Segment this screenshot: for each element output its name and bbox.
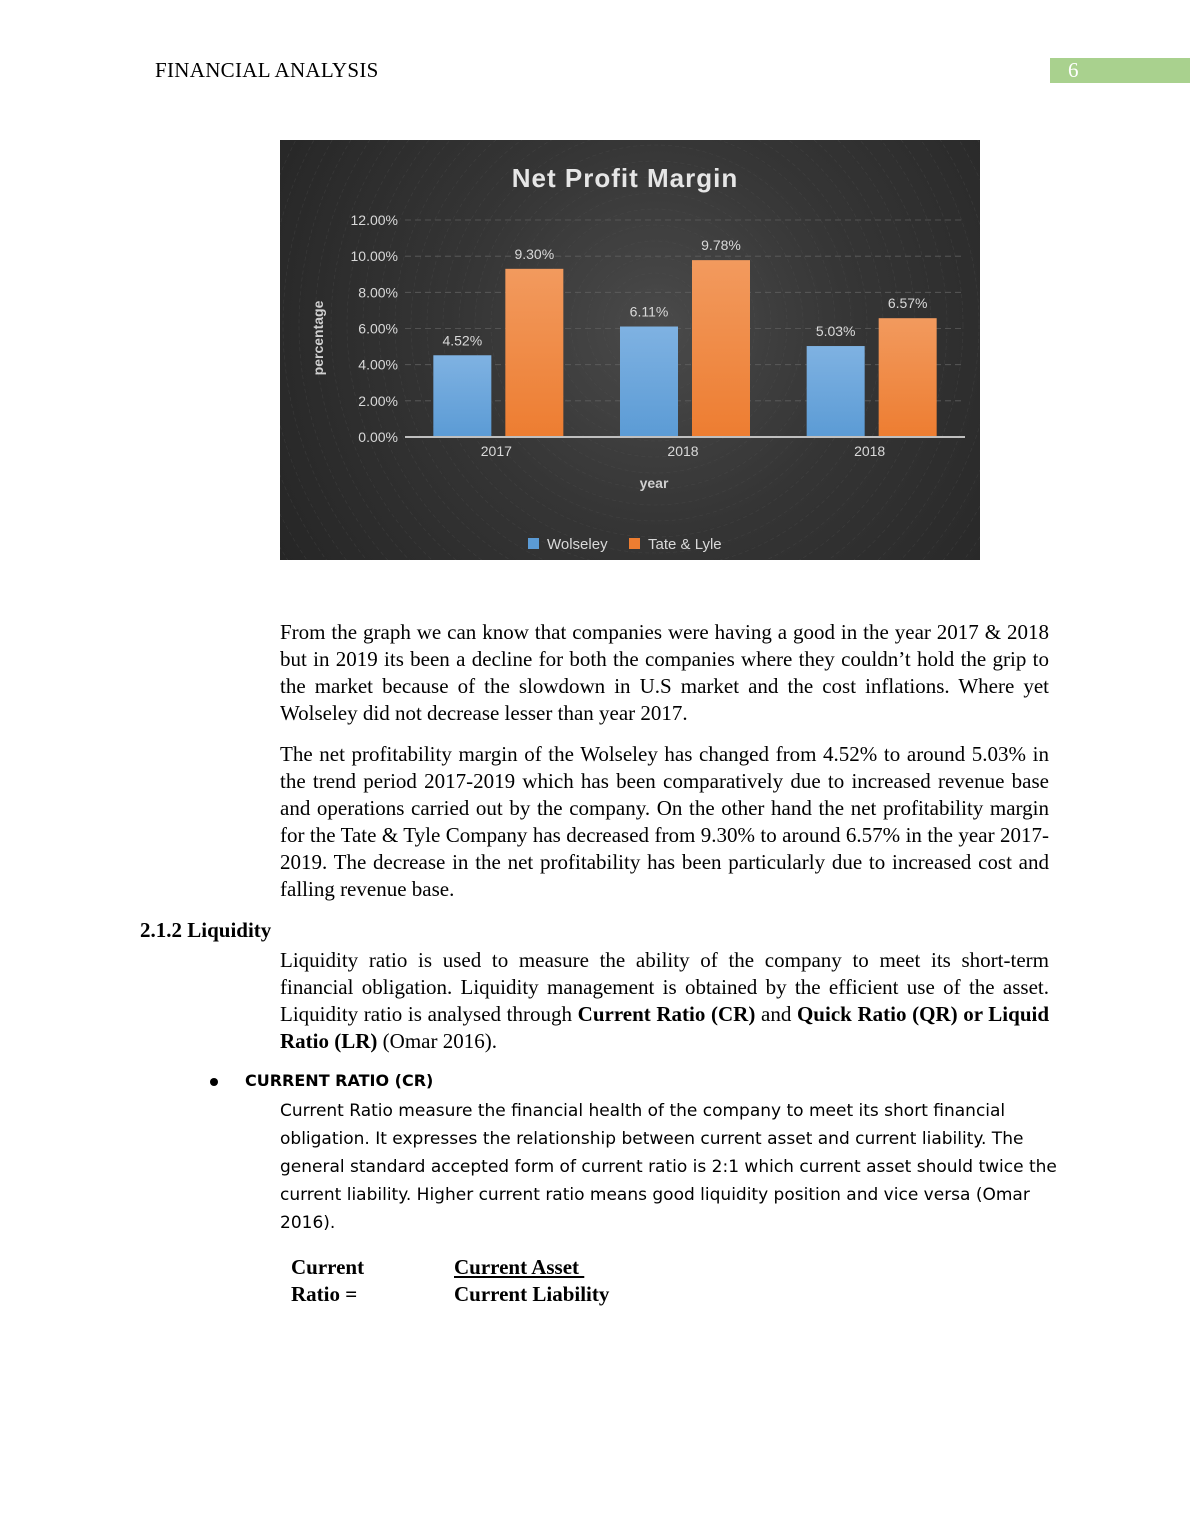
x-axis-label: year [639,475,669,491]
section-heading-liquidity: 2.1.2 Liquidity [140,918,272,942]
bullet-icon [210,1078,218,1086]
x-tick-label: 2018 [667,443,699,459]
net-profit-margin-chart [280,140,980,560]
x-tick-label: 2017 [480,443,512,459]
formula-label [291,1254,364,1308]
bar-wolseley [807,346,865,437]
bar-tate-lyle [692,260,750,437]
chart-title: Net Profit Margin [511,163,739,193]
bar-tate-lyle [505,269,563,437]
data-label: 5.03% [815,323,856,340]
data-label: 6.57% [887,295,928,312]
y-tick-label: 2.00% [358,392,398,409]
bar-wolseley [620,327,678,437]
formula-fraction [454,1254,609,1308]
data-label: 6.11% [629,303,669,320]
formula-denominator: Current Liability [454,1282,610,1306]
paragraph-net-profitability: The net profitability margin of the Wolseley has changed from 4.52% to around 5.03% in the trend period 2017-2019 which has been comparatively due to increased revenue base and operations carried out by the company. On the other hand the net profitability margin for the Tate & Tyle Company has decreased from 9.30% to around 6.57% in the year 2017-2019. The decrease in the net profitability has been particularly due to increased cost and falling revenue base. [280,742,1049,901]
y-tick-label: 6.00% [358,320,398,337]
legend-swatch-wolseley [528,538,539,549]
y-tick-label: 4.00% [358,356,398,373]
formula-numerator: Current Asset [454,1255,585,1279]
y-axis-label: percentage [310,300,326,376]
y-tick-label: 10.00% [350,248,398,265]
paragraph-current-ratio: Current Ratio measure the financial health of the company to meet its short financial obligation. It expresses the relationship between current asset and current liability. The general standard accepted form of current ratio is 2:1 which current asset should twice the current liability. Higher current ratio means good liquidity position and vice versa (Omar 2016). [280,1101,1057,1233]
data-label: 4.52% [442,332,483,349]
liquidity-text-2: and [755,1002,797,1026]
current-ratio-term: Current Ratio (CR) [577,1002,756,1026]
data-label: 9.30% [514,245,555,262]
header-title: FINANCIAL ANALYSIS [155,58,379,82]
data-label: 9.78% [701,237,741,254]
page-number: 6 [1050,58,1190,83]
formula-label-line2: Ratio = [291,1282,358,1306]
y-tick-label: 12.00% [350,212,398,228]
bar-wolseley [433,355,491,437]
quick-ratio-term: Quick Ratio (QR) or Liquid Ratio (LR) [280,1002,1050,1053]
bar-tate-lyle [879,318,937,437]
paragraph-liquidity [280,947,1049,1055]
formula-label-line1: Current [291,1255,365,1279]
legend-label: Wolseley [547,536,608,553]
legend-swatch-tate-lyle [629,538,640,549]
liquidity-citation: (Omar 2016). [377,1029,497,1053]
bullet-title-current-ratio: CURRENT RATIO (CR) [245,1071,434,1090]
legend-label: Tate & Lyle [648,536,722,553]
y-tick-label: 0.00% [358,429,398,445]
x-tick-label: 2018 [854,443,886,459]
chart-svg [280,140,980,560]
liquidity-text-1: Liquidity ratio is used to measure the ability of the company to meet its short-term financial obligation. Liquidity management is obtained by the efficient use of the asset. Liquidity ratio is analysed through [280,948,1049,1026]
y-tick-label: 8.00% [358,284,398,301]
paragraph-graph-summary: From the graph we can know that companies were having a good in the year 2017 & 2018 but in 2019 its been a decline for both the companies where they couldn’t hold the grip to the market because of the slowdown in U.S market and the cost inflations. Where yet Wolseley did not decrease lesser than year 2017. [280,620,1049,725]
